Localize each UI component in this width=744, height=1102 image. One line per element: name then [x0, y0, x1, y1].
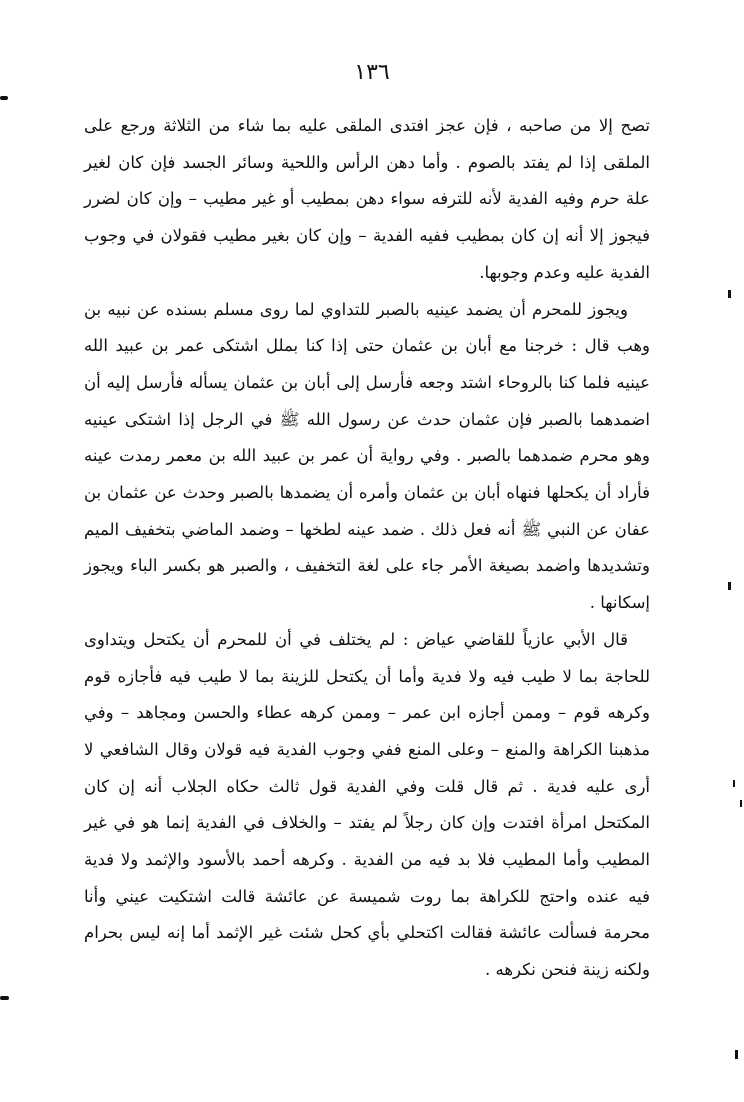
- paragraph-2: ويجوز للمحرم أن يضمد عينيه بالصبر للتداوي لما روى مسلم بسنده عن نبيه بن وهب قال : خرجنا مع أبان بن عثمان حتى إذا كنا بملل اشتكى عمر بن عبيد الله عينيه فلما كنا بالروحاء اشتد وجعه فأرسل إلى أبان بن عثمان يسأله فأرسل إليه أن اضمدهما بالصبر فإن عثمان حدث عن رسول الله ﷺ في الرجل إذا اشتكى عينيه وهو محرم ضمدهما بالصبر . وفي رواية أن عمر بن عبيد الله بن معمر رمدت عينه فأراد أن يكحلها فنهاه أبان بن عثمان وأمره أن يضمدها بالصبر وحدث عن عثمان بن عفان عن النبي ﷺ أنه فعل ذلك . ضمد عينه لطخها – وضمد الماضي بتخفيف الميم وتشديدها واضمد بصيغة الأمر جاء على لغة التخفيف ، والصبر هو بكسر الباء ويجوز إسكانها .: [84, 299, 650, 613]
- scan-margin-mark: [0, 996, 9, 1000]
- paragraph-1: تصح إلا من صاحبه ، فإن عجز افتدى الملقى عليه بما شاء من الثلاثة ورجع على الملقى إذا لم يفتد بالصوم . وأما دهن الرأس واللحية وسائر الجسد فإن كان لغير علة حرم وفيه الفدية لأنه للترفه سواء دهن بمطيب أو غير مطيب – وإن كان لضرر فيجوز إلا أنه إن كان بمطيب ففيه الفدية – وإن كان بغير مطيب فقولان في وجوب الفدية عليه وعدم وجوبها.: [84, 116, 650, 282]
- body-text: [84, 108, 650, 989]
- scan-margin-mark: [728, 582, 731, 590]
- scan-margin-mark: [735, 1050, 738, 1059]
- scan-margin-mark: [740, 800, 742, 807]
- scan-margin-mark: [0, 96, 8, 100]
- scan-margin-mark: [728, 290, 731, 298]
- scan-margin-mark: [733, 780, 735, 787]
- paragraph-3: قال الأبي عازياً للقاضي عياض : لم يختلف في أن للمحرم أن يكتحل ويتداوى للحاجة بما لا طيب فيه ولا فدية وأما أن يكتحل للزينة بما لا طيب فيه فأجازه قوم وكرهه قوم – وممن أجازه ابن عمر – وممن كرهه عطاء والحسن ومجاهد – وفي مذهبنا الكراهة والمنع – وعلى المنع ففي وجوب الفدية فيه قولان وقال الشافعي لا أرى عليه فدية . ثم قال قلت وفي الفدية قول ثالث حكاه الجلاب أنه إن كان المكتحل امرأة افتدت وإن كان رجلاً لم يفتد – والخلاف في الفدية إنما هو في غير المطيب وأما المطيب فلا بد فيه من الفدية . وكرهه أحمد بالأسود والإثمد ولا فدية فيه عنده واحتج للكراهة بما روت شميسة عن عائشة قالت اشتكيت عيني وأنا محرمة فسألت عائشة فقالت اكتحلي بأي كحل شئت غير الإثمد أما إنه ليس بحرام ولكنه زينة فنحن نكرهه .: [84, 629, 650, 980]
- page-number: ١٣٦: [354, 60, 390, 85]
